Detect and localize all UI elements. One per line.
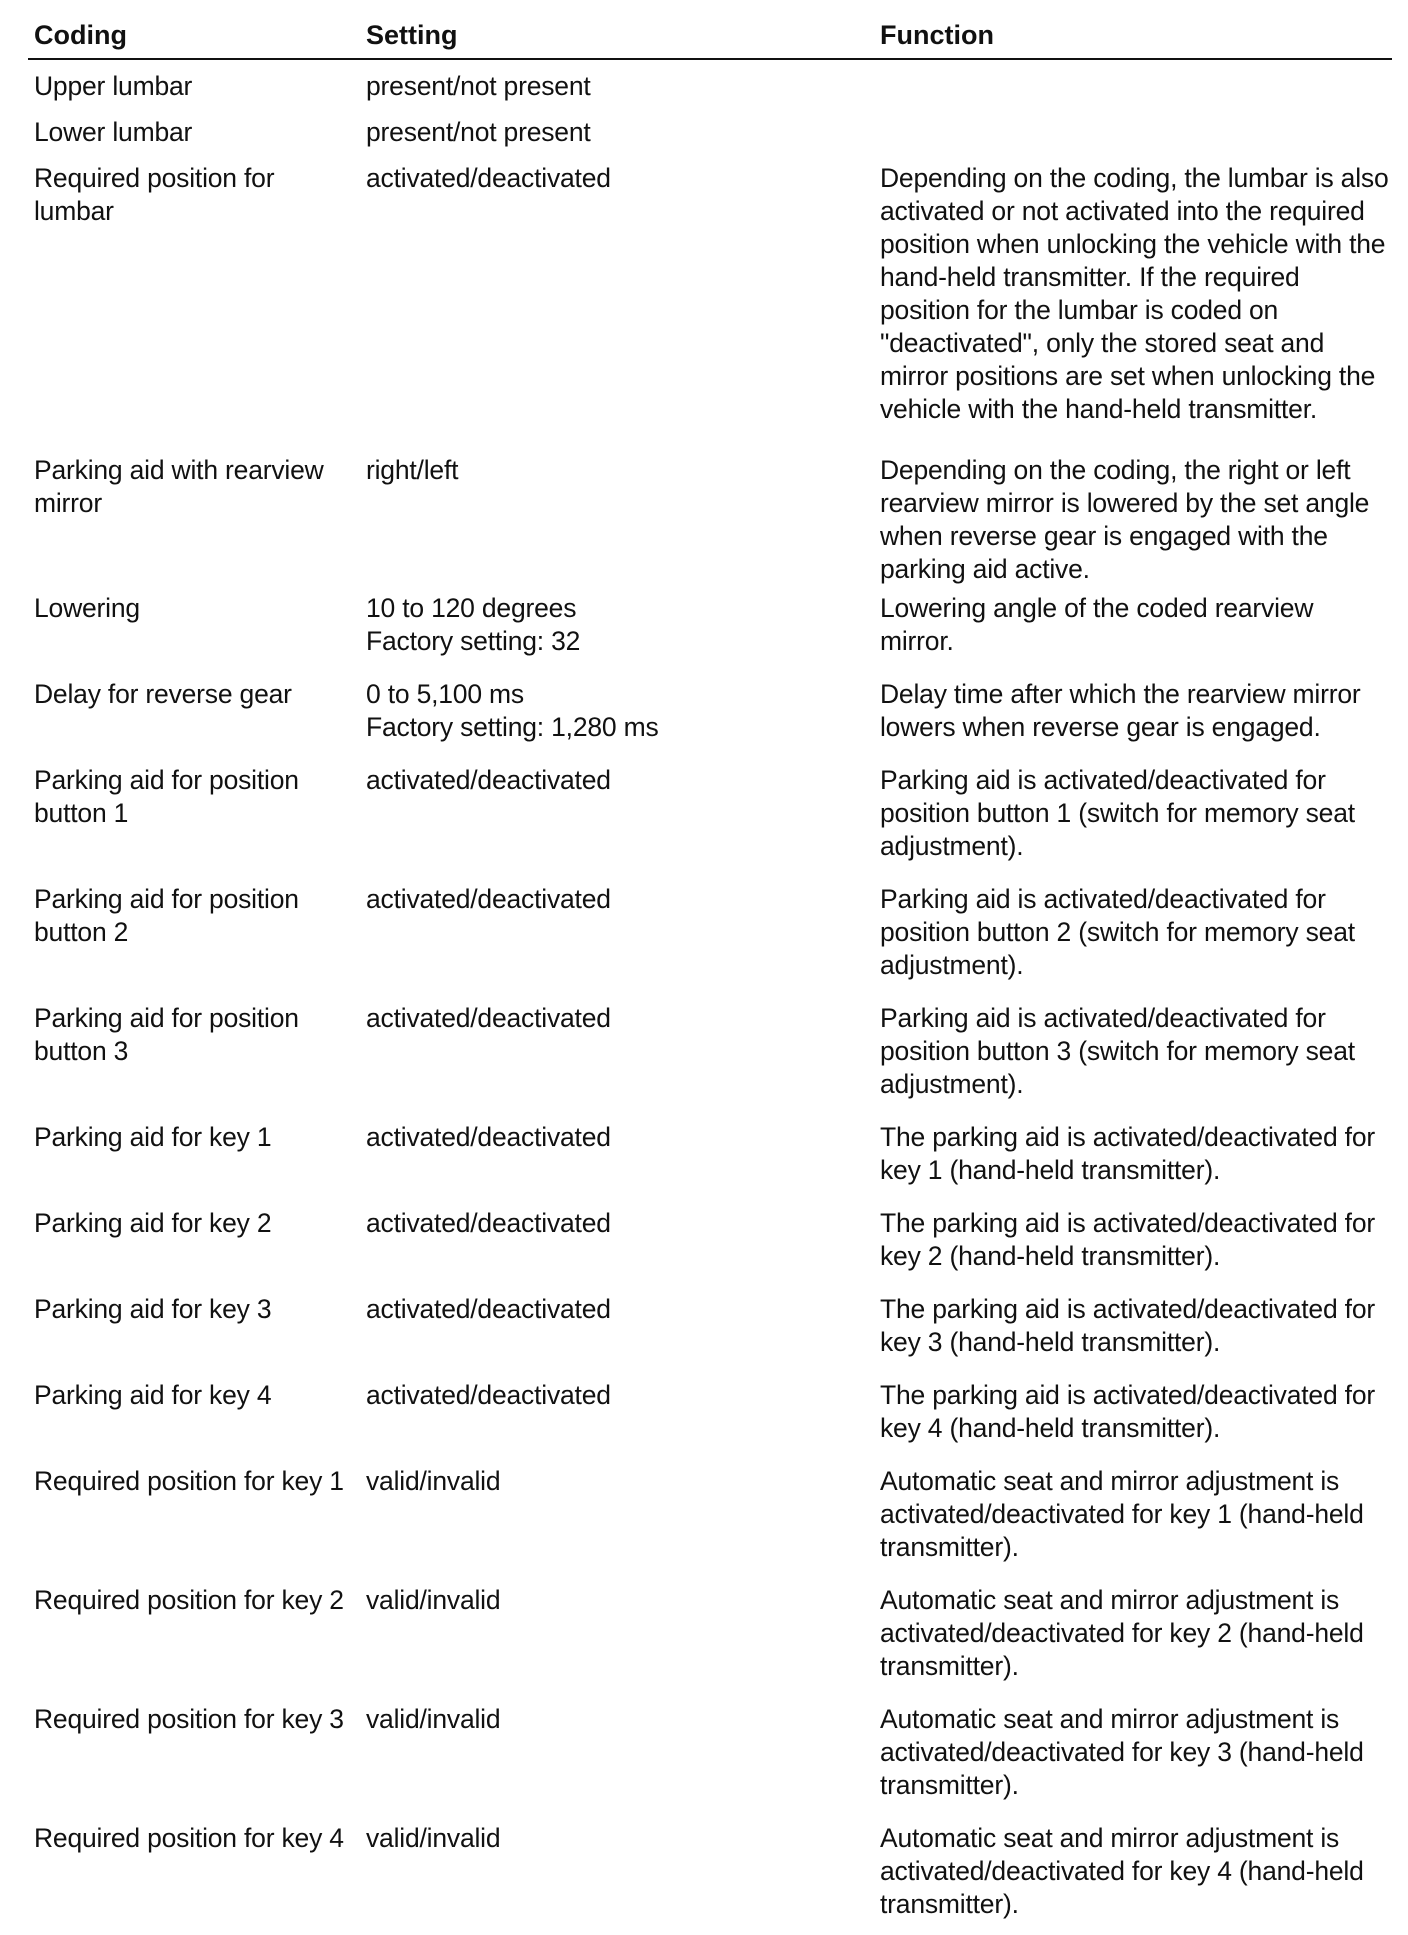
setting-cell: activated/deactivated	[366, 1380, 611, 1410]
setting-cell: valid/invalid	[366, 1466, 501, 1496]
function-cell: Parking aid is activated/deactivated for position button 3 (switch for memory seat adjustment).	[880, 1003, 1355, 1099]
table-row	[28, 877, 1392, 996]
coding-cell: Required position for lumbar	[34, 163, 275, 226]
setting-cell: valid/invalid	[366, 1704, 501, 1734]
setting-cell: activated/deactivated	[366, 765, 611, 795]
function-cell: Delay time after which the rearview mirror lowers when reverse gear is engaged.	[880, 679, 1361, 742]
table-body	[28, 59, 1392, 1935]
table-row	[28, 110, 1392, 156]
setting-cell: activated/deactivated	[366, 1122, 611, 1152]
table-row	[28, 1578, 1392, 1697]
header-setting: Setting	[360, 16, 874, 59]
table-row	[28, 1459, 1392, 1578]
setting-cell: activated/deactivated	[366, 884, 611, 914]
setting-cell: present/not present	[366, 117, 591, 147]
setting-cell: activated/deactivated	[366, 1003, 611, 1033]
coding-cell: Parking aid for position button 1	[34, 765, 299, 828]
table-row	[28, 586, 1392, 672]
function-cell: Automatic seat and mirror adjustment is activated/deactivated for key 3 (hand-held transmitter).	[880, 1704, 1364, 1800]
setting-cell: activated/deactivated	[366, 163, 611, 193]
coding-cell: Required position for key 2	[34, 1585, 344, 1615]
table-header	[28, 16, 1392, 59]
coding-cell: Required position for key 4	[34, 1823, 344, 1853]
table-row	[28, 1287, 1392, 1373]
function-cell: Parking aid is activated/deactivated for position button 1 (switch for memory seat adjustment).	[880, 765, 1355, 861]
table-row	[28, 59, 1392, 110]
coding-cell: Parking aid for key 4	[34, 1380, 272, 1410]
table-row	[28, 156, 1392, 448]
setting-cell: valid/invalid	[366, 1585, 501, 1615]
function-cell: The parking aid is activated/deactivated for key 4 (hand-held transmitter).	[880, 1380, 1375, 1443]
setting-cell: 0 to 5,100 ms Factory setting: 1,280 ms	[366, 679, 659, 742]
function-cell: Lowering angle of the coded rearview mirror.	[880, 593, 1314, 656]
coding-cell: Lower lumbar	[34, 117, 193, 147]
setting-cell: activated/deactivated	[366, 1208, 611, 1238]
function-cell: Automatic seat and mirror adjustment is activated/deactivated for key 2 (hand-held transmitter).	[880, 1585, 1364, 1681]
function-cell: The parking aid is activated/deactivated for key 2 (hand-held transmitter).	[880, 1208, 1375, 1271]
coding-cell: Lowering	[34, 593, 140, 623]
table-row	[28, 1115, 1392, 1201]
header-function: Function	[874, 16, 1392, 59]
coding-cell: Parking aid for position button 3	[34, 1003, 299, 1066]
table-row	[28, 1816, 1392, 1935]
table-row	[28, 672, 1392, 758]
setting-cell: 10 to 120 degrees Factory setting: 32	[366, 593, 581, 656]
coding-cell: Parking aid for position button 2	[34, 884, 299, 947]
coding-cell: Parking aid for key 1	[34, 1122, 272, 1152]
setting-cell: activated/deactivated	[366, 1294, 611, 1324]
table-row	[28, 758, 1392, 877]
table-row	[28, 1201, 1392, 1287]
setting-cell: right/left	[366, 455, 459, 485]
coding-cell: Required position for key 3	[34, 1704, 344, 1734]
coding-table	[28, 16, 1392, 1935]
function-cell: The parking aid is activated/deactivated for key 1 (hand-held transmitter).	[880, 1122, 1375, 1185]
function-cell: Parking aid is activated/deactivated for position button 2 (switch for memory seat adjustment).	[880, 884, 1355, 980]
coding-cell: Parking aid for key 2	[34, 1208, 272, 1238]
header-row	[28, 16, 1392, 59]
function-cell: Depending on the coding, the lumbar is also activated or not activated into the required position when unlocking the vehicle with the hand-held transmitter. If the required position for the lumbar is coded on "deactivated", only the stored seat and mirror positions are set when unlocking the vehicle with the hand-held transmitter.	[880, 163, 1389, 424]
coding-cell: Required position for key 1	[34, 1466, 344, 1496]
function-cell: The parking aid is activated/deactivated for key 3 (hand-held transmitter).	[880, 1294, 1375, 1357]
coding-cell: Parking aid with rearview mirror	[34, 455, 324, 518]
table-row	[28, 1373, 1392, 1459]
function-cell: Automatic seat and mirror adjustment is activated/deactivated for key 1 (hand-held transmitter).	[880, 1466, 1364, 1562]
table-row	[28, 1697, 1392, 1816]
function-cell: Depending on the coding, the right or left rearview mirror is lowered by the set angle when reverse gear is engaged with the parking aid active.	[880, 455, 1370, 584]
function-cell	[874, 110, 1392, 156]
table-row	[28, 996, 1392, 1115]
function-cell	[874, 59, 1392, 110]
coding-cell: Delay for reverse gear	[34, 679, 292, 709]
setting-cell: valid/invalid	[366, 1823, 501, 1853]
coding-cell: Upper lumbar	[34, 71, 193, 101]
header-coding: Coding	[28, 16, 360, 59]
table-row	[28, 448, 1392, 586]
function-cell: Automatic seat and mirror adjustment is activated/deactivated for key 4 (hand-held transmitter).	[880, 1823, 1364, 1919]
setting-cell: present/not present	[366, 71, 591, 101]
coding-cell: Parking aid for key 3	[34, 1294, 272, 1324]
